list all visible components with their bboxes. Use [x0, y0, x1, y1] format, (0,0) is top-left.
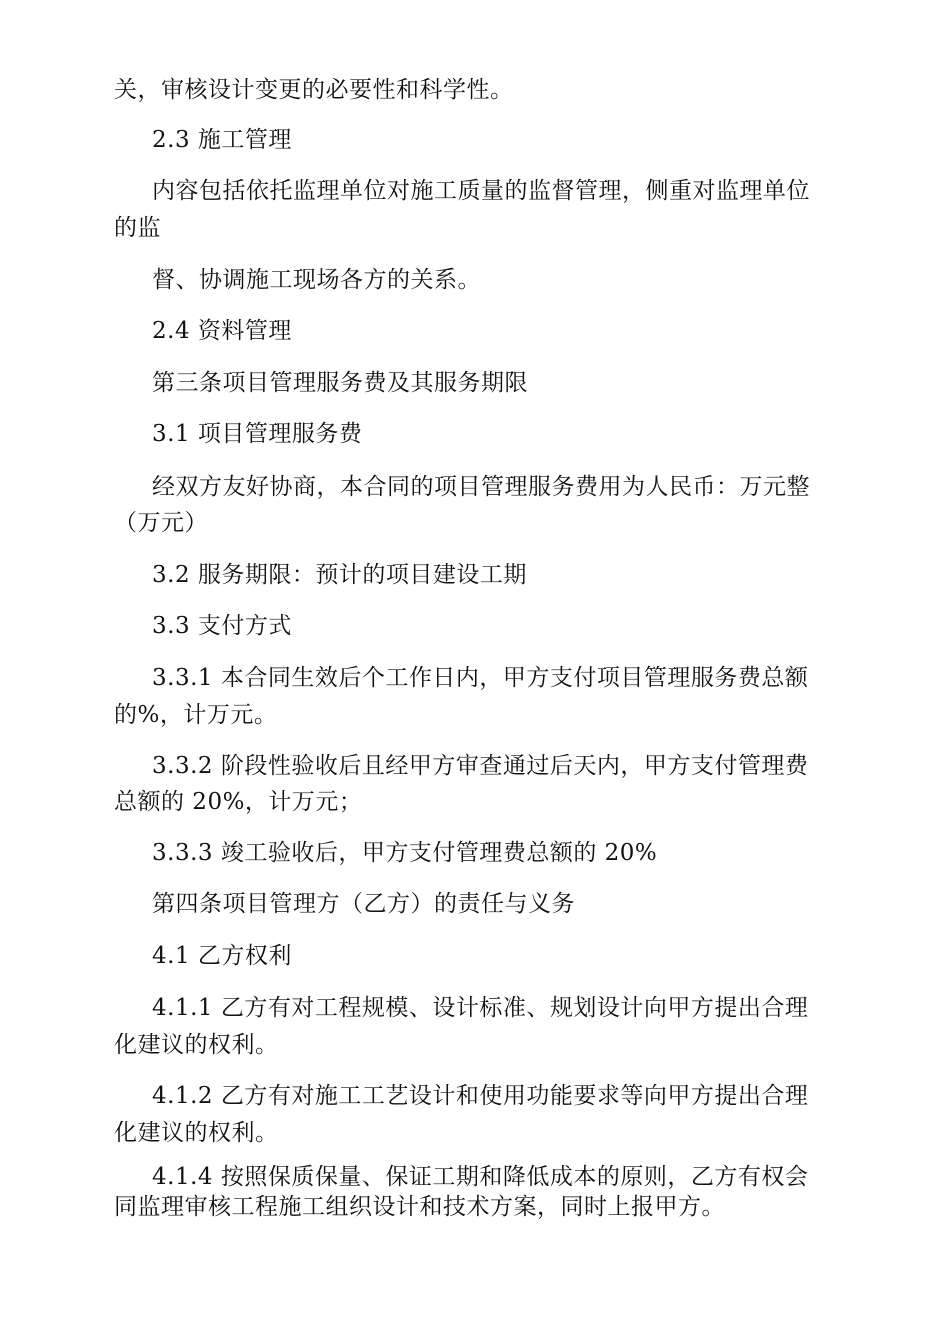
clause-3-3-2: 3.3.2 阶段性验收后且经甲方审查通过后天内，甲方支付管理费	[152, 753, 809, 779]
section-heading-2-3: 2.3 施工管理	[152, 127, 292, 153]
article-heading-4: 第四条项目管理方（乙方）的责任与义务	[152, 891, 575, 917]
article-heading-3: 第三条项目管理服务费及其服务期限	[152, 370, 528, 396]
text-line: 总额的 20%，计万元；	[114, 789, 363, 815]
text-line: 的%，计万元。	[114, 702, 278, 728]
text-line: 化建议的权利。	[114, 1120, 279, 1146]
text-line: 的监	[114, 215, 161, 241]
clause-4-1-4: 4.1.4 按照保质保量、保证工期和降低成本的原则，乙方有权会	[152, 1164, 809, 1190]
section-heading-3-3: 3.3 支付方式	[152, 613, 292, 639]
clause-4-1-2: 4.1.2 乙方有对施工工艺设计和使用功能要求等向甲方提出合理	[152, 1083, 809, 1109]
clause-4-1-1: 4.1.1 乙方有对工程规模、设计标准、规划设计向甲方提出合理	[152, 995, 809, 1021]
clause-3-3-3: 3.3.3 竣工验收后，甲方支付管理费总额的 20%	[152, 840, 658, 866]
text-line: 同监理审核工程施工组织设计和技术方案，同时上报甲方。	[114, 1194, 725, 1220]
text-line: 化建议的权利。	[114, 1032, 279, 1058]
section-heading-3-1: 3.1 项目管理服务费	[152, 421, 363, 447]
text-line: 督、协调施工现场各方的关系。	[152, 267, 481, 293]
section-heading-2-4: 2.4 资料管理	[152, 318, 292, 344]
section-heading-3-2: 3.2 服务期限：预计的项目建设工期	[152, 562, 527, 588]
text-line: 内容包括依托监理单位对施工质量的监督管理，侧重对监理单位	[152, 178, 810, 204]
text-line: （万元）	[114, 510, 208, 536]
clause-3-3-1: 3.3.1 本合同生效后个工作日内，甲方支付项目管理服务费总额	[152, 665, 809, 691]
section-heading-4-1: 4.1 乙方权利	[152, 943, 292, 969]
text-line: 关，审核设计变更的必要性和科学性。	[114, 77, 514, 103]
text-line: 经双方友好协商，本合同的项目管理服务费用为人民币：万元整	[152, 474, 810, 500]
